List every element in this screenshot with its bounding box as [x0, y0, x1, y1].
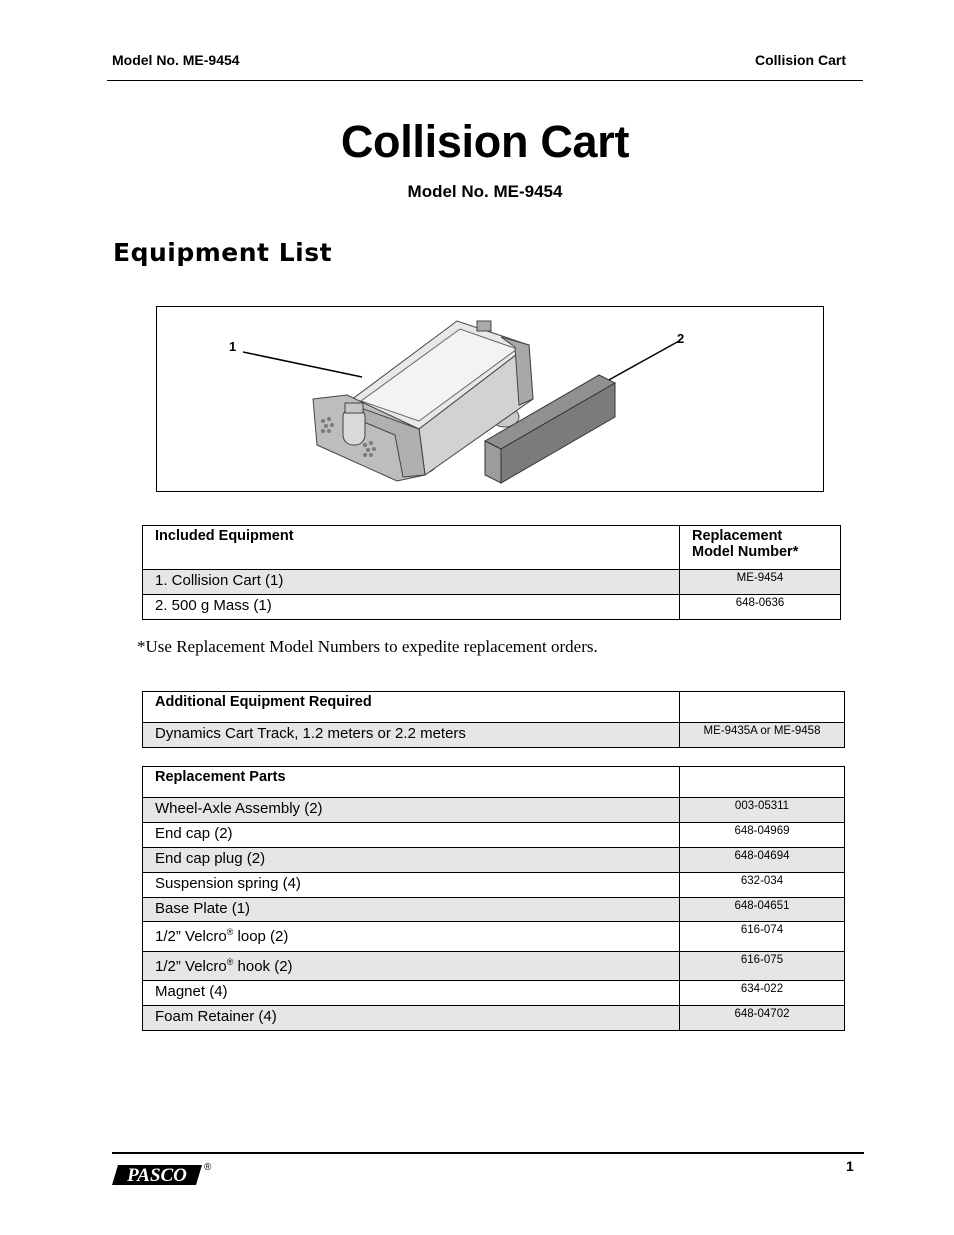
header-product-name: Collision Cart — [755, 52, 847, 68]
additional-equipment-table — [142, 691, 845, 748]
header-rule — [107, 80, 863, 81]
item-number: ME-9435A or ME-9458 — [680, 723, 845, 748]
replacement-number-header — [680, 526, 841, 570]
item-name: Magnet (4) — [143, 981, 680, 1006]
figure-callout-1: 1 — [229, 339, 237, 354]
header-line-1: Replacement — [692, 528, 783, 544]
item-number: 616-074 — [680, 922, 845, 952]
included-equipment-header: Included Equipment — [143, 526, 680, 570]
table-row — [143, 570, 841, 595]
table-header-row — [143, 692, 845, 723]
replacement-note: *Use Replacement Model Numbers to expedite replacement orders. — [137, 637, 598, 656]
table-row — [143, 952, 845, 981]
item-number: 648-0636 — [680, 595, 841, 620]
item-name — [143, 922, 680, 952]
item-number: 648-04694 — [680, 848, 845, 873]
additional-equipment-header: Additional Equipment Required — [143, 692, 680, 723]
item-name: Suspension spring (4) — [143, 873, 680, 898]
item-number: 616-075 — [680, 952, 845, 981]
item-name: Dynamics Cart Track, 1.2 meters or 2.2 meters — [143, 723, 680, 748]
equipment-figure — [156, 306, 824, 492]
item-name-part: loop (2) — [233, 928, 289, 945]
table-header-row — [143, 767, 845, 798]
item-name-part: hook (2) — [233, 958, 293, 975]
item-number: 634-022 — [680, 981, 845, 1006]
item-name: Wheel-Axle Assembly (2) — [143, 798, 680, 823]
item-name: Base Plate (1) — [143, 898, 680, 922]
item-number: 648-04651 — [680, 898, 845, 922]
replacement-parts-header: Replacement Parts — [143, 767, 680, 798]
item-name: Foam Retainer (4) — [143, 1006, 680, 1031]
item-name-part: 1/2” Velcro — [155, 928, 227, 945]
section-heading: Equipment List — [113, 238, 333, 267]
table-row — [143, 1006, 845, 1031]
header-model-number: Model No. ME-9454 — [112, 52, 240, 68]
table-row — [143, 898, 845, 922]
table-row — [143, 981, 845, 1006]
item-number: 648-04702 — [680, 1006, 845, 1031]
item-number: 003-05311 — [680, 798, 845, 823]
item-name: End cap (2) — [143, 823, 680, 848]
table-header-row — [143, 526, 841, 570]
cart-illustration — [157, 307, 823, 491]
svg-text:PASCO: PASCO — [127, 1165, 187, 1186]
table-row — [143, 922, 845, 952]
pasco-logo — [112, 1159, 202, 1187]
table-row — [143, 823, 845, 848]
table-row — [143, 595, 841, 620]
replacement-parts-table — [142, 766, 845, 1031]
registered-mark: ® — [204, 1162, 212, 1173]
footer-rule — [112, 1152, 864, 1154]
table-row — [143, 798, 845, 823]
item-number: 632-034 — [680, 873, 845, 898]
item-name: 1. Collision Cart (1) — [143, 570, 680, 595]
table-row — [143, 723, 845, 748]
registered-mark: ® — [226, 927, 234, 937]
item-name: 2. 500 g Mass (1) — [143, 595, 680, 620]
item-number: ME-9454 — [680, 570, 841, 595]
registered-mark: ® — [226, 957, 234, 967]
header-line-2: Model Number* — [692, 544, 799, 560]
page-subtitle: Model No. ME-9454 — [407, 182, 563, 201]
table-row — [143, 848, 845, 873]
page-title: Collision Cart — [340, 116, 630, 167]
empty-header-cell — [680, 767, 845, 798]
item-name: End cap plug (2) — [143, 848, 680, 873]
empty-header-cell — [680, 692, 845, 723]
page-number: 1 — [846, 1158, 854, 1174]
figure-callout-2: 2 — [677, 331, 685, 346]
item-name — [143, 952, 680, 981]
table-row — [143, 873, 845, 898]
item-name-part: 1/2” Velcro — [155, 958, 227, 975]
included-equipment-table — [142, 525, 841, 620]
item-number: 648-04969 — [680, 823, 845, 848]
